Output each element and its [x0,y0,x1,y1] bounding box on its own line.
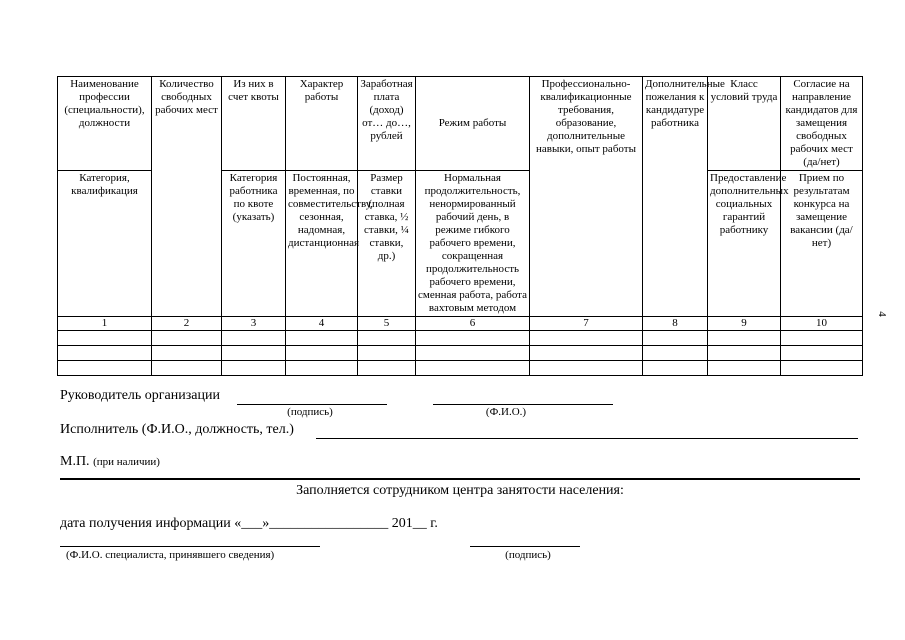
subheader-rate: Размер ставки (полная ставка, ½ ставки, ¼ ставки, др.) [358,171,416,317]
column-number: 10 [781,317,863,331]
table-cell[interactable] [643,361,708,376]
signature-caption: (подпись) [287,406,333,418]
stamp-label [60,454,160,470]
fio-caption: (Ф.И.О.) [485,406,527,418]
table-cell[interactable] [708,346,781,361]
table-cell[interactable] [286,361,358,376]
subheader-social-guarantees: Предоставление дополнительных социальных гарантий работнику [708,171,781,317]
subheader-competition: Прием по результатам конкурса на замещение вакансии (да/нет) [781,171,863,317]
header-requirements: Профессионально-квалификационные требования, образование, дополнительные навыки, опыт работы [530,77,643,317]
header-profession: Наименование профессии (специальности), должности [58,77,152,171]
column-number: 5 [358,317,416,331]
table-cell[interactable] [58,361,152,376]
table-row [58,361,863,376]
specialist-signature-line[interactable] [470,546,580,547]
column-number-row [58,317,863,331]
table-cell[interactable] [286,346,358,361]
center-section-title: Заполняется сотрудником центра занятости населения: [296,483,624,498]
vacancy-table [57,76,863,376]
specialist-fio-line[interactable] [60,546,320,547]
table-cell[interactable] [416,331,530,346]
column-number: 3 [222,317,286,331]
header-quota: Из них в счет квоты [222,77,286,171]
table-cell[interactable] [222,346,286,361]
column-number: 1 [58,317,152,331]
table-row [58,346,863,361]
specialist-signature-caption: (подпись) [505,549,551,561]
column-number: 2 [152,317,222,331]
table-cell[interactable] [222,331,286,346]
table-cell[interactable] [708,361,781,376]
header-work-character: Характер работы [286,77,358,171]
table-cell[interactable] [643,346,708,361]
page-number: 4 [875,311,888,317]
header-consent: Согласие на направление кандидатов для замещения свободных рабочих мест (да/нет) [781,77,863,171]
header-wishes: Дополнительные пожелания к кандидатуре работника [643,77,708,317]
table-cell[interactable] [416,361,530,376]
table-cell[interactable] [58,331,152,346]
column-number: 7 [530,317,643,331]
table-cell[interactable] [530,346,643,361]
table-cell[interactable] [416,346,530,361]
section-divider [60,478,860,480]
table-cell[interactable] [152,331,222,346]
subheader-quota-category: Категория работника по квоте (указать) [222,171,286,317]
table-cell[interactable] [530,331,643,346]
table-cell[interactable] [58,346,152,361]
header-work-class: Класс условий труда [708,77,781,171]
stamp-text: М.П. [60,454,90,469]
stamp-note: (при наличии) [93,456,160,468]
head-fio-line[interactable] [433,404,613,405]
subheader-category: Категория, квалификация [58,171,152,317]
header-vacancies-count: Количество свободных рабочих мест [152,77,222,317]
column-number: 6 [416,317,530,331]
column-number: 4 [286,317,358,331]
table-cell[interactable] [358,331,416,346]
head-label: Руководитель организации [60,388,220,403]
column-number: 9 [708,317,781,331]
table-row [58,331,863,346]
table-cell[interactable] [781,346,863,361]
table-cell[interactable] [286,331,358,346]
header-salary: Заработная плата (доход) от… до…, рублей [358,77,416,171]
head-signature-line[interactable] [237,404,387,405]
column-number: 8 [643,317,708,331]
date-received-label: дата получения информации «___»_________________ 201__ г. [60,516,438,531]
specialist-caption: (Ф.И.О. специалиста, принявшего сведения) [66,549,275,561]
executor-label: Исполнитель (Ф.И.О., должность, тел.) [60,422,294,437]
table-cell[interactable] [222,361,286,376]
table-cell[interactable] [358,361,416,376]
table-cell[interactable] [708,331,781,346]
table-cell[interactable] [781,331,863,346]
table-cell[interactable] [530,361,643,376]
executor-line[interactable] [316,438,858,439]
table-cell[interactable] [643,331,708,346]
table-cell[interactable] [152,361,222,376]
table-cell[interactable] [781,361,863,376]
subheader-employment-type: Постоянная, временная, по совместительству, сезонная, надомная, дистанционная [286,171,358,317]
table-cell[interactable] [358,346,416,361]
header-work-mode: Режим работы [416,77,530,171]
table-cell[interactable] [152,346,222,361]
subheader-schedule: Нормальная продолжительность, ненормированный рабочий день, в режиме гибкого рабочего времени, сокращенная продолжительность рабочего времени, сменная работа, работа вахтовым методом [416,171,530,317]
